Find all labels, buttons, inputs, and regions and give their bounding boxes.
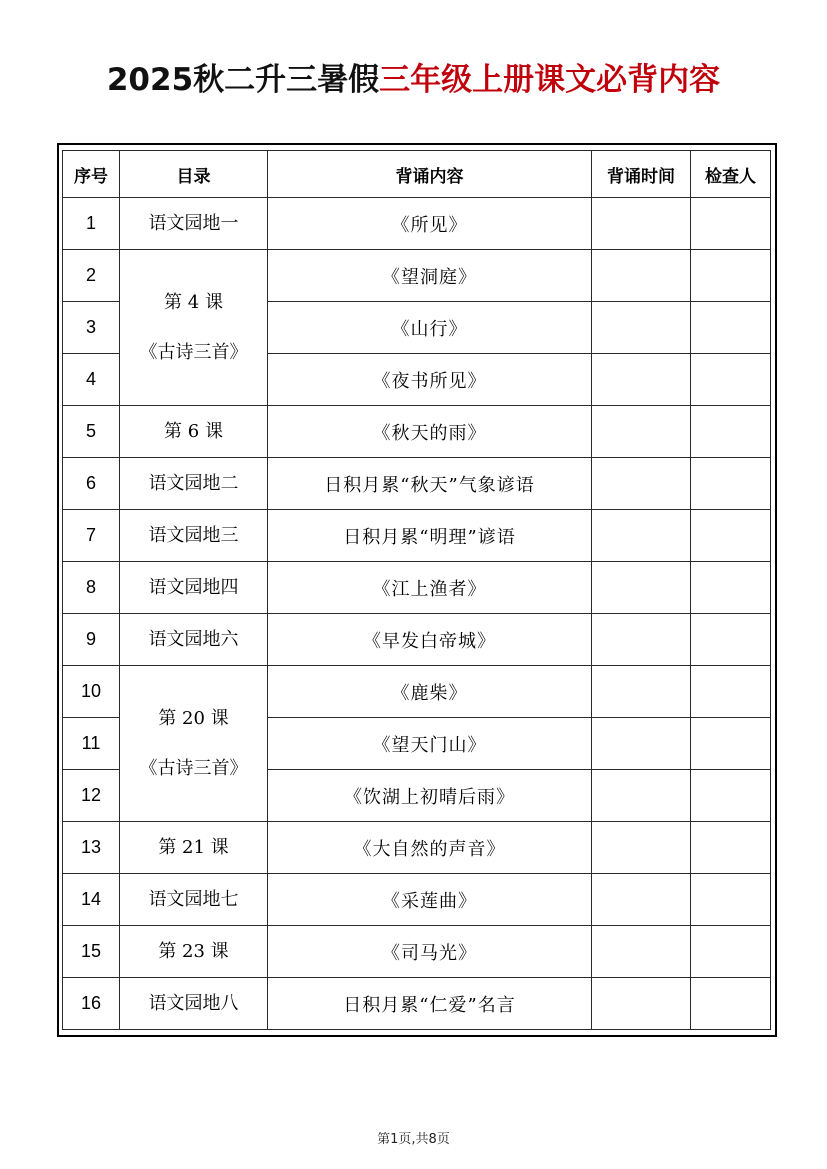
row-number: 8 — [63, 562, 120, 614]
row-number: 10 — [63, 666, 120, 718]
row-content: 《采莲曲》 — [268, 874, 592, 926]
recite-time-cell[interactable] — [592, 406, 691, 458]
row-number: 15 — [63, 926, 120, 978]
row-number: 11 — [63, 718, 120, 770]
row-category: 语文园地三 — [120, 510, 268, 562]
recite-time-cell[interactable] — [592, 666, 691, 718]
table-row — [63, 926, 771, 978]
table-row — [63, 978, 771, 1030]
row-content: 《江上渔者》 — [268, 562, 592, 614]
page-title — [0, 58, 827, 102]
header-checker: 检查人 — [691, 151, 771, 198]
recite-time-cell[interactable] — [592, 978, 691, 1030]
row-number: 5 — [63, 406, 120, 458]
header-number: 序号 — [63, 151, 120, 198]
page-footer: 第1页,共8页 — [377, 1132, 450, 1147]
row-number: 14 — [63, 874, 120, 926]
category-lesson-title: 《古诗三首》 — [139, 341, 248, 363]
checker-cell[interactable] — [691, 770, 771, 822]
recite-time-cell[interactable] — [592, 510, 691, 562]
row-content: 《秋天的雨》 — [268, 406, 592, 458]
table-row — [63, 874, 771, 926]
row-content: 《望天门山》 — [268, 718, 592, 770]
category-lesson-label: 第 20 课 — [158, 707, 229, 729]
row-content: 《所见》 — [268, 198, 592, 250]
row-content: 《饮湖上初晴后雨》 — [268, 770, 592, 822]
recite-time-cell[interactable] — [592, 822, 691, 874]
recite-time-cell[interactable] — [592, 718, 691, 770]
row-category-merged — [120, 250, 268, 406]
row-number: 16 — [63, 978, 120, 1030]
row-number: 3 — [63, 302, 120, 354]
checker-cell[interactable] — [691, 822, 771, 874]
category-lesson-label: 第 4 课 — [164, 291, 223, 313]
checker-cell[interactable] — [691, 458, 771, 510]
checker-cell[interactable] — [691, 406, 771, 458]
recite-time-cell[interactable] — [592, 198, 691, 250]
row-category: 第 6 课 — [120, 406, 268, 458]
header-content: 背诵内容 — [268, 151, 592, 198]
title-part-grade: 2025秋二升三暑假 — [106, 62, 380, 98]
table-row — [63, 406, 771, 458]
recite-time-cell[interactable] — [592, 250, 691, 302]
table-row — [63, 510, 771, 562]
checker-cell[interactable] — [691, 666, 771, 718]
row-content: 日积月累“秋天”气象谚语 — [268, 458, 592, 510]
recitation-table — [62, 150, 771, 1030]
recite-time-cell[interactable] — [592, 770, 691, 822]
recite-time-cell[interactable] — [592, 458, 691, 510]
row-category-merged — [120, 666, 268, 822]
table-row — [63, 822, 771, 874]
row-number: 7 — [63, 510, 120, 562]
table-row — [63, 198, 771, 250]
row-content: 《大自然的声音》 — [268, 822, 592, 874]
row-content: 《山行》 — [268, 302, 592, 354]
row-number: 6 — [63, 458, 120, 510]
row-category: 第 23 课 — [120, 926, 268, 978]
recite-time-cell[interactable] — [592, 302, 691, 354]
row-content: 《鹿柴》 — [268, 666, 592, 718]
row-content: 《夜书所见》 — [268, 354, 592, 406]
title-part-subject: 三年级上册课文必背内容 — [379, 62, 721, 98]
checker-cell[interactable] — [691, 354, 771, 406]
checker-cell[interactable] — [691, 562, 771, 614]
header-category: 目录 — [120, 151, 268, 198]
row-category: 语文园地八 — [120, 978, 268, 1030]
checker-cell[interactable] — [691, 614, 771, 666]
recite-time-cell[interactable] — [592, 614, 691, 666]
header-time: 背诵时间 — [592, 151, 691, 198]
table-row — [63, 562, 771, 614]
row-category: 语文园地四 — [120, 562, 268, 614]
row-content: 《司马光》 — [268, 926, 592, 978]
table-row — [63, 250, 771, 302]
row-number: 4 — [63, 354, 120, 406]
row-content: 《早发白帝城》 — [268, 614, 592, 666]
recite-time-cell[interactable] — [592, 926, 691, 978]
checker-cell[interactable] — [691, 978, 771, 1030]
table-row — [63, 458, 771, 510]
checker-cell[interactable] — [691, 198, 771, 250]
recite-time-cell[interactable] — [592, 874, 691, 926]
row-category: 第 21 课 — [120, 822, 268, 874]
recite-time-cell[interactable] — [592, 354, 691, 406]
row-category: 语文园地二 — [120, 458, 268, 510]
row-content: 日积月累“仁爱”名言 — [268, 978, 592, 1030]
row-content: 《望洞庭》 — [268, 250, 592, 302]
row-number: 1 — [63, 198, 120, 250]
row-category: 语文园地七 — [120, 874, 268, 926]
row-content: 日积月累“明理”谚语 — [268, 510, 592, 562]
checker-cell[interactable] — [691, 874, 771, 926]
table-row — [63, 666, 771, 718]
row-number: 2 — [63, 250, 120, 302]
category-lesson-title: 《古诗三首》 — [139, 757, 248, 779]
checker-cell[interactable] — [691, 302, 771, 354]
row-number: 12 — [63, 770, 120, 822]
checker-cell[interactable] — [691, 926, 771, 978]
checker-cell[interactable] — [691, 718, 771, 770]
row-category: 语文园地六 — [120, 614, 268, 666]
recite-time-cell[interactable] — [592, 562, 691, 614]
row-number: 9 — [63, 614, 120, 666]
row-category: 语文园地一 — [120, 198, 268, 250]
checker-cell[interactable] — [691, 250, 771, 302]
table-row — [63, 614, 771, 666]
row-number: 13 — [63, 822, 120, 874]
table-header-row — [63, 151, 771, 198]
checker-cell[interactable] — [691, 510, 771, 562]
